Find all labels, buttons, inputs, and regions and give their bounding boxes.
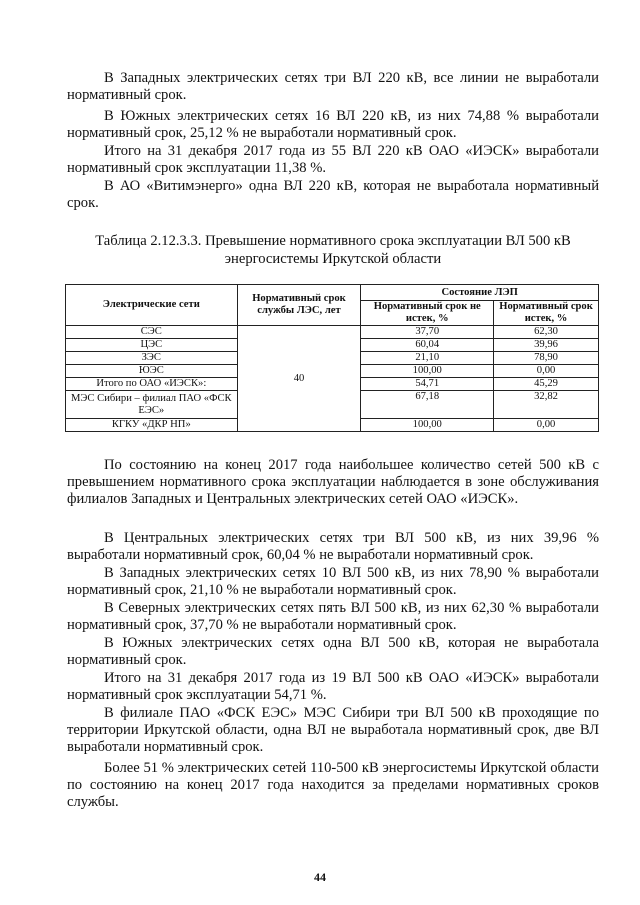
cell-not-expired: 67,18 (361, 391, 494, 419)
page-number: 44 (314, 870, 326, 884)
paragraph-text: В Центральных электрических сетях три ВЛ 500 кВ, из них 39,96 % выработали нормативный срок, 60,04 % не выработали нормативный срок. (67, 530, 599, 564)
cell-service-life: 40 (237, 326, 361, 432)
cell-not-expired: 21,10 (361, 352, 494, 365)
paragraph-text: В АО «Витимэнерго» одна ВЛ 220 кВ, которая не выработала нормативный срок. (67, 178, 599, 212)
table-row (66, 326, 599, 339)
header-service-life: Нормативный срок службы ЛЭС, лет (237, 285, 361, 326)
paragraph-text: В Западных электрических сетях три ВЛ 220 кВ, все линии не выработали нормативный срок. (67, 70, 599, 104)
cell-not-expired: 37,70 (361, 326, 494, 339)
paragraph-south-500 (67, 635, 599, 669)
cell-network: Итого по ОАО «ИЭСК»: (66, 378, 238, 391)
cell-expired: 0,00 (494, 365, 599, 378)
cell-expired: 78,90 (494, 352, 599, 365)
header-networks: Электрические сети (66, 285, 238, 326)
paragraph-central-500 (67, 530, 599, 564)
paragraph-vitimenergo (67, 178, 599, 212)
header-state-group: Состояние ЛЭП (361, 285, 599, 301)
table-caption-line-1: Таблица 2.12.3.3. Превышение нормативного срока эксплуатации ВЛ 500 кВ (95, 233, 571, 249)
paragraph-text: В Западных электрических сетях 10 ВЛ 500 кВ, из них 78,90 % выработали нормативный срок, 21,10 % не выработали нормативный срок. (67, 565, 599, 599)
cell-not-expired: 54,71 (361, 378, 494, 391)
paragraph-north-500 (67, 600, 599, 634)
cell-network: ЗЭС (66, 352, 238, 365)
paragraph-west-220 (67, 70, 599, 104)
cell-expired: 45,29 (494, 378, 599, 391)
table-header-row (66, 285, 599, 301)
cell-expired: 62,30 (494, 326, 599, 339)
cell-expired: 0,00 (494, 419, 599, 432)
cell-network: МЭС Сибири – филиал ПАО «ФСК ЕЭС» (66, 391, 238, 419)
cell-not-expired: 100,00 (361, 419, 494, 432)
paragraph-conclusion (67, 760, 599, 812)
cell-network: ЮЭС (66, 365, 238, 378)
paragraph-text: В Северных электрических сетях пять ВЛ 500 кВ, из них 62,30 % выработали нормативный срок, 37,70 % не выработали нормативный срок. (67, 600, 599, 634)
cell-network: СЭС (66, 326, 238, 339)
table-caption (67, 233, 599, 268)
header-not-expired: Нормативный срок не истек, % (361, 301, 494, 326)
paragraph-total-220 (67, 143, 599, 177)
paragraph-text: Итого на 31 декабря 2017 года из 55 ВЛ 220 кВ ОАО «ИЭСК» выработали нормативный срок эксплуатации 11,38 %. (67, 143, 599, 177)
cell-not-expired: 100,00 (361, 365, 494, 378)
paragraph-south-220 (67, 108, 599, 142)
paragraph-fsk-mes (67, 705, 599, 757)
table-caption-line-2: энергосистемы Иркутской области (224, 250, 442, 267)
cell-not-expired: 60,04 (361, 339, 494, 352)
paragraph-text: Итого на 31 декабря 2017 года из 19 ВЛ 500 кВ ОАО «ИЭСК» выработали нормативный срок эксплуатации 54,71 %. (67, 670, 599, 704)
paragraph-total-500 (67, 670, 599, 704)
overdue-lines-table (65, 284, 599, 432)
paragraph-text: По состоянию на конец 2017 года наибольшее количество сетей 500 кВ с превышением нормативного срока эксплуатации наблюдается в зоне обслуживания филиалов Западных и Центральных электрических сетей ОАО «ИЭСК». (67, 457, 599, 508)
cell-network: КГКУ «ДКР НП» (66, 419, 238, 432)
paragraph-text: В Южных электрических сетях 16 ВЛ 220 кВ, из них 74,88 % выработали нормативный срок, 25,12 % не выработали нормативный срок. (67, 108, 599, 142)
paragraph-text: В филиале ПАО «ФСК ЕЭС» МЭС Сибири три ВЛ 500 кВ проходящие по территории Иркутской области, одна ВЛ не выработала нормативный срок, две ВЛ выработали нормативный срок. (67, 705, 599, 756)
paragraph-summary-500 (67, 457, 599, 509)
header-expired: Нормативный срок истек, % (494, 301, 599, 326)
paragraph-text: В Южных электрических сетях одна ВЛ 500 кВ, которая не выработала нормативный срок. (67, 635, 599, 669)
cell-expired: 39,96 (494, 339, 599, 352)
paragraph-west-500 (67, 565, 599, 599)
paragraph-text: Более 51 % электрических сетей 110-500 кВ энергосистемы Иркутской области по состоянию на конец 2017 года находится за пределами нормативных сроков службы. (67, 760, 599, 811)
cell-expired: 32,82 (494, 391, 599, 419)
cell-network: ЦЭС (66, 339, 238, 352)
